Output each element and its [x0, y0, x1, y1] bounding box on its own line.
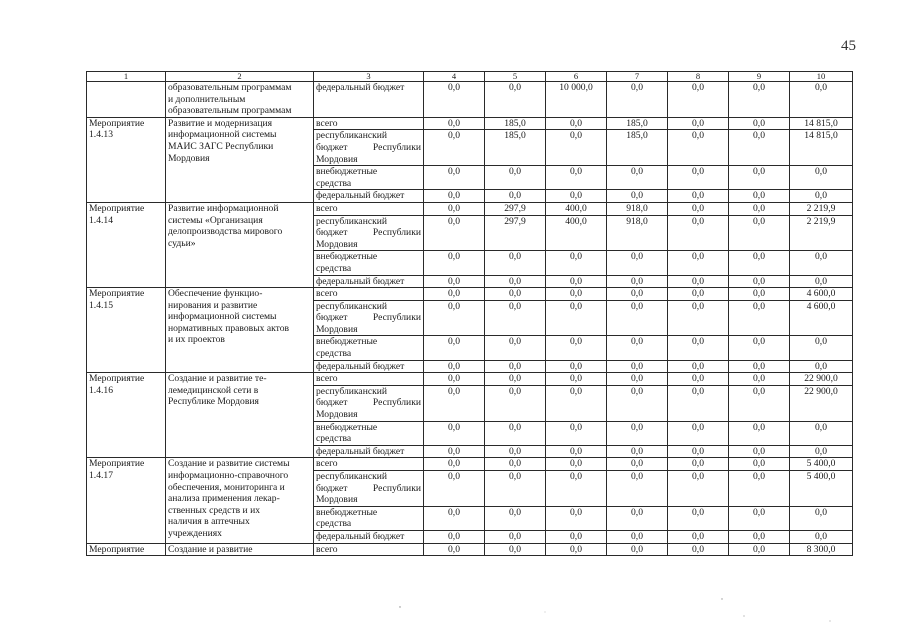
table-row	[87, 373, 853, 386]
measure-name-cell	[166, 202, 314, 287]
measure-name-line: информационной системы	[168, 311, 277, 323]
value-cell: 297,9	[485, 215, 546, 251]
value-cell: 0,0	[668, 202, 729, 215]
col-header: 7	[607, 72, 668, 82]
value-cell: 0,0	[424, 215, 485, 251]
value-cell: 0,0	[424, 166, 485, 190]
value-cell: 0,0	[729, 300, 790, 336]
value-cell: 0,0	[485, 288, 546, 301]
funding-source-word: Республики	[372, 397, 421, 409]
funding-source-line: внебюджетные	[316, 506, 378, 518]
funding-source-line: федеральный бюджет	[316, 360, 405, 372]
value-cell: 0,0	[668, 117, 729, 130]
value-cell: 0,0	[546, 275, 607, 288]
value-cell: 0,0	[729, 336, 790, 360]
col-header: 6	[546, 72, 607, 82]
value-cell: 0,0	[424, 82, 485, 118]
measure-label-line: 1.4.17	[89, 470, 113, 481]
funding-source-line: Мордовия	[316, 238, 358, 250]
value-cell: 0,0	[790, 360, 853, 373]
value-cell: 185,0	[607, 130, 668, 166]
funding-source-word: бюджет	[316, 141, 348, 153]
value-cell: 0,0	[729, 530, 790, 543]
funding-source-line: внебюджетные	[316, 166, 378, 178]
funding-source-line: республиканский	[316, 215, 388, 227]
value-cell: 0,0	[607, 543, 668, 556]
funding-source-word: Республики	[372, 141, 421, 153]
funding-source-line	[316, 312, 421, 324]
col-header: 5	[485, 72, 546, 82]
measure-label-cell	[87, 458, 166, 543]
value-cell: 0,0	[668, 445, 729, 458]
funding-source-line: внебюджетные	[316, 336, 378, 348]
value-cell: 0,0	[485, 543, 546, 556]
value-cell: 0,0	[729, 458, 790, 471]
measure-label-cell	[87, 373, 166, 458]
value-cell: 0,0	[546, 373, 607, 386]
funding-source-line: федеральный бюджет	[316, 530, 405, 542]
value-cell: 14 815,0	[790, 117, 853, 130]
value-cell: 0,0	[485, 471, 546, 507]
column-number-header	[87, 72, 853, 82]
funding-source-line: внебюджетные	[316, 251, 378, 263]
value-cell: 297,9	[485, 202, 546, 215]
funding-source-cell	[314, 421, 424, 445]
funding-source-line: средства	[316, 348, 352, 360]
col-header: 1	[87, 72, 166, 82]
value-cell: 0,0	[546, 166, 607, 190]
value-cell: 0,0	[729, 130, 790, 166]
measure-name-line: нирования и развитие	[168, 299, 258, 311]
funding-source-word: бюджет	[316, 397, 348, 409]
value-cell: 0,0	[424, 471, 485, 507]
value-cell: 0,0	[546, 421, 607, 445]
value-cell: 22 900,0	[790, 373, 853, 386]
measure-name-line: образовательным программам	[168, 82, 292, 93]
value-cell: 0,0	[729, 471, 790, 507]
value-cell: 0,0	[546, 251, 607, 275]
value-cell: 0,0	[424, 373, 485, 386]
value-cell: 0,0	[729, 202, 790, 215]
value-cell: 0,0	[546, 336, 607, 360]
measure-name-line: нормативных правовых актов	[168, 322, 290, 334]
funding-source-cell	[314, 190, 424, 203]
value-cell: 0,0	[607, 458, 668, 471]
value-cell: 0,0	[424, 202, 485, 215]
value-cell: 0,0	[729, 288, 790, 301]
value-cell: 0,0	[424, 458, 485, 471]
value-cell: 0,0	[729, 190, 790, 203]
funding-source-line: внебюджетные	[316, 421, 378, 433]
funding-source-line: республиканский	[316, 300, 388, 312]
col-header: 8	[668, 72, 729, 82]
funding-source-line: республиканский	[316, 130, 388, 142]
value-cell: 0,0	[424, 336, 485, 360]
value-cell: 0,0	[668, 336, 729, 360]
measure-name-line: и дополнительным	[168, 93, 246, 105]
value-cell: 0,0	[485, 421, 546, 445]
measure-name-line: и их проектов	[168, 334, 225, 346]
value-cell: 0,0	[607, 421, 668, 445]
funding-source-cell	[314, 300, 424, 336]
value-cell: 0,0	[668, 190, 729, 203]
measure-label-line: Мероприятие	[89, 288, 145, 300]
value-cell: 0,0	[668, 506, 729, 530]
funding-source-cell	[314, 458, 424, 471]
value-cell: 0,0	[668, 166, 729, 190]
value-cell: 0,0	[546, 543, 607, 556]
value-cell: 0,0	[729, 373, 790, 386]
value-cell: 0,0	[607, 251, 668, 275]
value-cell: 0,0	[729, 506, 790, 530]
value-cell: 0,0	[485, 530, 546, 543]
value-cell: 0,0	[790, 190, 853, 203]
funding-source-cell	[314, 385, 424, 421]
funding-source-cell: всего	[314, 543, 424, 556]
measure-name-line: Развитие информационной	[168, 202, 279, 214]
funding-source-line: Мордовия	[316, 323, 358, 335]
measure-label-line: 1.4.15	[89, 299, 113, 311]
value-cell: 0,0	[424, 275, 485, 288]
value-cell: 0,0	[668, 300, 729, 336]
value-cell: 185,0	[607, 117, 668, 130]
col-header: 2	[166, 72, 314, 82]
value-cell: 0,0	[668, 385, 729, 421]
value-cell: 0,0	[424, 543, 485, 556]
value-cell: 0,0	[668, 288, 729, 301]
value-cell: 0,0	[729, 166, 790, 190]
measure-label-line: 1.4.14	[89, 214, 113, 226]
value-cell: 0,0	[546, 530, 607, 543]
funding-source-cell: федеральный бюджет	[314, 82, 424, 118]
measure-name-line: Развитие и модернизация	[168, 117, 273, 129]
funding-source-cell	[314, 202, 424, 215]
value-cell: 10 000,0	[546, 82, 607, 118]
value-cell: 0,0	[790, 530, 853, 543]
value-cell: 0,0	[424, 445, 485, 458]
value-cell: 185,0	[485, 117, 546, 130]
funding-source-line: республиканский	[316, 385, 388, 397]
value-cell: 4 600,0	[790, 300, 853, 336]
measure-name-cell	[166, 117, 314, 202]
value-cell: 918,0	[607, 202, 668, 215]
col-header: 4	[424, 72, 485, 82]
measure-label-cell	[87, 288, 166, 373]
col-header: 10	[790, 72, 853, 82]
value-cell: 0,0	[607, 373, 668, 386]
funding-source-line: всего	[316, 202, 338, 214]
value-cell: 0,0	[729, 275, 790, 288]
funding-source-line: Мордовия	[316, 409, 358, 421]
value-cell: 0,0	[668, 373, 729, 386]
funding-source-line: Мордовия	[316, 494, 358, 506]
funding-source-word: бюджет	[316, 227, 348, 239]
value-cell: 22 900,0	[790, 385, 853, 421]
value-cell: 0,0	[668, 82, 729, 118]
funding-source-line	[316, 227, 421, 239]
measure-label-line: 1.4.13	[89, 129, 113, 141]
value-cell: 0,0	[485, 506, 546, 530]
measure-name-line: Создание и развитие системы	[168, 458, 290, 470]
funding-source-line: средства	[316, 518, 352, 530]
funding-source-line: республиканский	[316, 471, 388, 482]
value-cell: 0,0	[485, 251, 546, 275]
value-cell: 0,0	[790, 506, 853, 530]
value-cell: 0,0	[424, 117, 485, 130]
measure-name-line: системы «Организация	[168, 214, 263, 226]
value-cell: 0,0	[729, 385, 790, 421]
measure-name-line: наличия в аптечных	[168, 516, 250, 528]
col-header: 3	[314, 72, 424, 82]
value-cell: 0,0	[424, 360, 485, 373]
value-cell: 0,0	[424, 506, 485, 530]
measure-name-cell	[166, 373, 314, 458]
value-cell: 0,0	[668, 360, 729, 373]
funding-source-cell	[314, 373, 424, 386]
value-cell: 0,0	[790, 445, 853, 458]
value-cell: 0,0	[424, 530, 485, 543]
value-cell: 0,0	[485, 445, 546, 458]
measure-name-line: делопроизводства мирового	[168, 226, 283, 238]
value-cell: 0,0	[790, 421, 853, 445]
value-cell: 2 219,9	[790, 215, 853, 251]
value-cell: 0,0	[485, 373, 546, 386]
value-cell: 0,0	[607, 506, 668, 530]
value-cell: 0,0	[668, 275, 729, 288]
value-cell: 0,0	[729, 251, 790, 275]
value-cell: 400,0	[546, 202, 607, 215]
measure-name-cell	[166, 288, 314, 373]
funding-source-line: федеральный бюджет	[316, 445, 405, 457]
measure-name-line: Республике Мордовия	[168, 396, 259, 408]
value-cell: 0,0	[607, 82, 668, 118]
funding-source-line: средства	[316, 433, 352, 445]
value-cell: 0,0	[790, 166, 853, 190]
funding-source-cell	[314, 215, 424, 251]
value-cell: 0,0	[729, 543, 790, 556]
value-cell: 0,0	[424, 385, 485, 421]
value-cell: 0,0	[546, 300, 607, 336]
value-cell: 0,0	[668, 421, 729, 445]
value-cell: 0,0	[729, 445, 790, 458]
measure-name-cell	[166, 82, 314, 118]
value-cell: 0,0	[546, 445, 607, 458]
measure-label-line: 1.4.16	[89, 384, 113, 396]
measure-name-line: образовательным программам	[168, 105, 292, 117]
value-cell: 0,0	[607, 471, 668, 507]
measure-name-line: судьи»	[168, 237, 196, 249]
value-cell: 0,0	[668, 543, 729, 556]
measure-name-line: ственных средств и их	[168, 504, 261, 516]
measure-name-line: обеспечения, мониторинга и	[168, 481, 285, 493]
value-cell: 0,0	[485, 166, 546, 190]
value-cell: 0,0	[485, 190, 546, 203]
value-cell: 0,0	[607, 360, 668, 373]
table-row	[87, 117, 853, 130]
funding-source-cell	[314, 117, 424, 130]
measure-name-cell: Создание и развитие	[166, 543, 314, 556]
value-cell: 0,0	[729, 360, 790, 373]
measure-name-line: учреждениях	[168, 527, 222, 539]
funding-source-cell	[314, 471, 424, 507]
funding-source-line: средства	[316, 177, 352, 189]
measure-name-line: анализа применения лекар-	[168, 493, 280, 505]
value-cell: 0,0	[607, 288, 668, 301]
value-cell: 0,0	[546, 360, 607, 373]
measure-name-cell	[166, 458, 314, 543]
value-cell: 0,0	[668, 251, 729, 275]
measure-name-line: Создание и развитие те-	[168, 373, 267, 385]
value-cell: 0,0	[485, 336, 546, 360]
value-cell: 5 400,0	[790, 471, 853, 507]
value-cell: 0,0	[546, 117, 607, 130]
measure-name-line: информационно-справочного	[168, 470, 289, 481]
value-cell: 0,0	[790, 82, 853, 118]
value-cell: 0,0	[668, 130, 729, 166]
value-cell: 0,0	[424, 251, 485, 275]
funding-table	[86, 71, 853, 556]
funding-source-line: всего	[316, 458, 338, 470]
value-cell: 0,0	[607, 530, 668, 543]
funding-source-cell	[314, 288, 424, 301]
value-cell: 0,0	[668, 471, 729, 507]
table-row	[87, 543, 853, 556]
measure-name-line: МАИС ЗАГС Республики	[168, 140, 274, 152]
measure-name-line: информационной системы	[168, 129, 277, 141]
funding-source-cell	[314, 251, 424, 275]
value-cell: 0,0	[790, 251, 853, 275]
value-cell: 0,0	[729, 117, 790, 130]
measure-label-line: Мероприятие	[89, 117, 145, 129]
value-cell: 0,0	[607, 336, 668, 360]
funding-source-line: Мордовия	[316, 153, 358, 165]
value-cell: 0,0	[485, 360, 546, 373]
value-cell: 0,0	[546, 458, 607, 471]
value-cell: 0,0	[790, 336, 853, 360]
funding-source-word: бюджет	[316, 482, 348, 494]
value-cell: 0,0	[546, 288, 607, 301]
funding-source-word: Республики	[372, 227, 421, 239]
value-cell: 0,0	[485, 458, 546, 471]
value-cell: 0,0	[424, 300, 485, 336]
value-cell: 0,0	[668, 458, 729, 471]
table-row	[87, 288, 853, 301]
funding-source-line	[316, 142, 421, 154]
value-cell: 0,0	[424, 130, 485, 166]
table-row	[87, 458, 853, 471]
measure-label-line: Мероприятие	[89, 458, 145, 470]
scan-specks	[0, 590, 905, 630]
value-cell: 0,0	[668, 530, 729, 543]
measure-name-line: Мордовия	[168, 152, 210, 164]
value-cell: 0,0	[546, 190, 607, 203]
value-cell: 0,0	[485, 82, 546, 118]
value-cell: 400,0	[546, 215, 607, 251]
value-cell: 0,0	[546, 506, 607, 530]
value-cell: 0,0	[607, 385, 668, 421]
value-cell: 0,0	[729, 82, 790, 118]
funding-source-cell	[314, 360, 424, 373]
value-cell: 0,0	[424, 288, 485, 301]
page-number: 45	[841, 38, 856, 54]
value-cell: 0,0	[424, 421, 485, 445]
value-cell: 8 300,0	[790, 543, 853, 556]
value-cell: 4 600,0	[790, 288, 853, 301]
funding-source-line	[316, 483, 421, 495]
funding-source-cell	[314, 166, 424, 190]
value-cell: 0,0	[607, 445, 668, 458]
funding-source-cell	[314, 130, 424, 166]
value-cell: 918,0	[607, 215, 668, 251]
funding-source-line: всего	[316, 288, 338, 300]
measure-name-line: Обеспечение функцио-	[168, 288, 263, 300]
table-row	[87, 202, 853, 215]
value-cell: 0,0	[546, 471, 607, 507]
value-cell: 185,0	[485, 130, 546, 166]
value-cell: 0,0	[607, 190, 668, 203]
value-cell: 0,0	[729, 421, 790, 445]
funding-source-line: федеральный бюджет	[316, 275, 405, 287]
funding-source-cell	[314, 530, 424, 543]
funding-source-word: Республики	[372, 482, 421, 494]
funding-source-word: Республики	[372, 312, 421, 324]
measure-label-cell	[87, 202, 166, 287]
measure-name-line: лемедицинской сети в	[168, 384, 259, 396]
value-cell: 0,0	[607, 166, 668, 190]
value-cell: 0,0	[546, 385, 607, 421]
funding-source-line	[316, 397, 421, 409]
funding-source-cell	[314, 275, 424, 288]
value-cell: 0,0	[485, 385, 546, 421]
measure-label-line: Мероприятие	[89, 373, 145, 385]
funding-source-cell	[314, 506, 424, 530]
measure-label-cell	[87, 82, 166, 118]
measure-label-cell: Мероприятие	[87, 543, 166, 556]
value-cell: 0,0	[424, 190, 485, 203]
value-cell: 2 219,9	[790, 202, 853, 215]
value-cell: 0,0	[546, 130, 607, 166]
measure-label-cell	[87, 117, 166, 202]
value-cell: 0,0	[485, 300, 546, 336]
funding-source-line: федеральный бюджет	[316, 190, 405, 202]
value-cell: 0,0	[668, 215, 729, 251]
value-cell: 0,0	[790, 275, 853, 288]
funding-source-cell	[314, 336, 424, 360]
funding-source-word: бюджет	[316, 312, 348, 324]
funding-source-cell	[314, 445, 424, 458]
col-header: 9	[729, 72, 790, 82]
value-cell: 5 400,0	[790, 458, 853, 471]
measure-label-line: Мероприятие	[89, 202, 145, 214]
funding-source-line: средства	[316, 262, 352, 274]
value-cell: 14 815,0	[790, 130, 853, 166]
value-cell: 0,0	[607, 275, 668, 288]
value-cell: 0,0	[485, 275, 546, 288]
continuation-row	[87, 82, 853, 118]
funding-source-line: всего	[316, 117, 338, 129]
funding-source-line: всего	[316, 373, 338, 385]
value-cell: 0,0	[729, 215, 790, 251]
value-cell: 0,0	[607, 300, 668, 336]
